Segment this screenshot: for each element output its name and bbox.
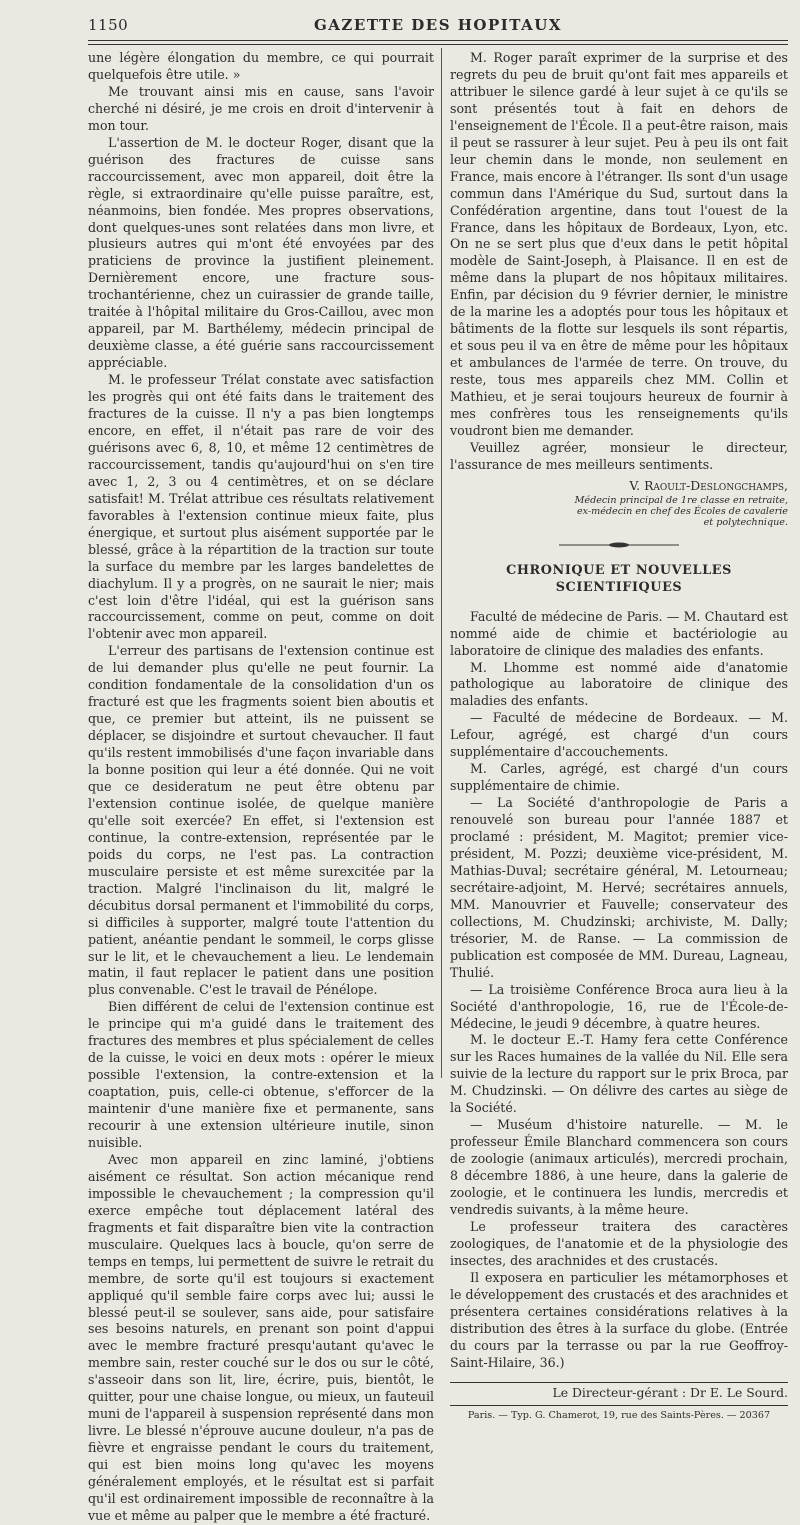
news-item: — Faculté de médecine de Bordeaux. — M. Lefour, agrégé, est chargé d'un cours supplémentaire d'accouchements. bbox=[450, 710, 788, 760]
paragraph: M. Roger paraît exprimer de la surprise et des regrets du peu de bruit qu'ont fait mes appareils et attribuer le silence gardé à leur sujet à ce qu'ils se sont présentés tout à fait en dehors de l'enseignement de l'École. Il a peut-être raison, mais il peut se rassurer à leur sujet. Peu à peu ils ont fait leur chemin dans le monde, non seulement en France, mais encore à l'étranger. Ils sont d'un usage commun dans l'Amérique du Sud, surtout dans la Confédération argentine, dans tout l'ouest de la France, dans les hôpitaux de Bordeaux, Lyon, etc. On ne se sert plus que d'eux dans le petit hôpital modèle de Saint-Joseph, à Plaisance. Il en est de même dans la plupart de nos hôpitaux militaires. Enfin, par décision du 9 février dernier, le ministre de la marine les a adoptés pour tous les hôpitaux et bâtiments de la flotte sur lesquels ils sont répartis, et sous peu il va en être de même pour les hôpitaux et ambulances de l'armée de terre. On trouve, du reste, tous mes appareils chez MM. Collin et Mathieu, et je serai toujours heureux de fournir à mes confrères tous les renseignements qu'ils voudront bien me demander. bbox=[450, 50, 788, 438]
printer-line: Paris. — Typ. G. Chamerot, 19, rue des Saints-Pères. — 20367 bbox=[450, 1405, 788, 1425]
news-item: M. Carles, agrégé, est chargé d'un cours supplémentaire de chimie. bbox=[450, 761, 788, 794]
section-title: CHRONIQUE ET NOUVELLES SCIENTIFIQUES bbox=[506, 562, 732, 595]
header-rule-double bbox=[88, 44, 788, 45]
news-item: Il exposera en particulier les métamorphoses et le développement des crustacés et des arachnides et présentera certaines considérations relatives à la distribution des êtres à la surface du globe. (Entrée du cours par la terrasse ou par la rue Geoffroy-Saint-Hilaire, 36.) bbox=[450, 1269, 788, 1370]
paragraph: Veuillez agréer, monsieur le directeur, l'assurance de mes meilleurs sentiments. bbox=[450, 439, 788, 472]
letter-signature: V. Raoult-Deslongchamps, bbox=[629, 477, 788, 493]
news-item: — Muséum d'histoire naturelle. — M. le professeur Émile Blanchard commencera son cours de zoologie (animaux articulés), mercredi prochain, 8 décembre 1886, à une heure, dans la galerie de zoologie, et le continuera les lundis, mercredis et vendredis suivants, à la même heure. bbox=[450, 1117, 788, 1217]
director-line: Le Directeur-gérant : Dr E. Le Sourd. bbox=[552, 1384, 788, 1400]
paragraph: M. le professeur Trélat constate avec satisfaction les progrès qui ont été faits dans le traitement des fractures de la cuisse. Il n'y a pas bien longtemps encore, en effet, il n'était pas rare de voir des guérisons avec 6, 8, 10, et même 12 centimètres de raccourcissement, tandis qu'aujourd'hui on s'en tire avec 1, 2, 3 ou 4 centimètres, et on se déclare satisfait! M. Trélat attribue ces résultats relativement favorables à l'extension continue mieux faite, plus énergique, et surtout plus aisément supportée par le blessé, grâce à la répartition de la traction sur toute la surface du membre par les larges bandelettes de diachylum. Il y a progrès, on ne saurait le nier; mais c'est loin d'être l'idéal, qui est la guérison sans raccourcissement, comme on peut, comme on doit l'obtenir avec mon appareil. bbox=[88, 372, 434, 642]
left-column bbox=[88, 50, 434, 1525]
ornament-divider-icon bbox=[559, 542, 679, 548]
signature-title: ex-médecin en chef des Écoles de cavalerie bbox=[576, 505, 788, 517]
paragraph: L'erreur des partisans de l'extension continue est de lui demander plus qu'elle ne peut fournir. La condition fondamentale de la consolidation d'un os fracturé est que les fragments soient bien aboutis et que, ce premier but atteint, ils ne puissent se déplacer, se disjoindre et surtout chevaucher. Il faut qu'ils restent immobilisés d'une façon invariable dans la bonne position qui leur a été donnée. Qui ne voit que ce desideratum ne peut être obtenu par l'extension continue isolée, de quelque manière qu'elle soit exercée? En effet, si l'extension est continue, la contre-extension, représentée par le poids du corps, ne l'est pas. La contraction musculaire persiste et est même surexcitée par la traction. Malgré l'inclinaison du lit, malgré le décubitus dorsal permanent et l'immobilité du corps, si difficiles à supporter, malgré toute l'attention du patient, anéantie pendant le sommeil, le corps glisse sur le lit, et le chevauchement a lieu. Le lendemain matin, il faut replacer le patient dans une position plus convenable. C'est le travail de Pénélope. bbox=[88, 643, 434, 998]
news-item: M. Lhomme est nommé aide d'anatomie pathologique au laboratoire de clinique des maladies des enfants. bbox=[450, 659, 788, 709]
page-header bbox=[88, 14, 788, 36]
news-item: Le professeur traitera des caractères zoologiques, de l'anatomie et de la physiologie des insectes, des arachnides et des crustacés. bbox=[450, 1218, 788, 1268]
news-item: Faculté de médecine de Paris. — M. Chautard est nommé aide de chimie et bactériologie au laboratoire de clinique des maladies des enfants. bbox=[450, 608, 788, 658]
running-title: GAZETTE DES HOPITAUX bbox=[313, 16, 562, 34]
paragraph: Bien différent de celui de l'extension continue est le principe qui m'a guidé dans le traitement des fractures des membres et plus spécialement de celles de la cuisse, le voici en deux mots : opérer le mieux possible l'extension, la contre-extension et la coaptation, puis, celle-ci obtenue, s'efforcer de la maintenir d'une manière fixe et permanente, sans recourir à une extension ultérieure inutile, sinon nuisible. bbox=[88, 999, 434, 1150]
news-item: — La troisième Conférence Broca aura lieu à la Société d'anthropologie, 16, rue de l'École-de-Médecine, le jeudi 9 décembre, à quatre heures. bbox=[450, 981, 788, 1031]
signature-title: et polytechnique. bbox=[703, 516, 788, 528]
header-rule bbox=[88, 40, 788, 41]
paragraph: Me trouvant ainsi mis en cause, sans l'avoir cherché ni désiré, je me crois en droit d'intervenir à mon tour. bbox=[88, 83, 434, 133]
paragraph: L'assertion de M. le docteur Roger, disant que la guérison des fractures de cuisse sans raccourcissement, avec mon appareil, doit être la règle, si extraordinaire qu'elle puisse paraître, est, néanmoins, bien fondée. Mes propres observations, dont quelques-unes sont relatées dans mon livre, et plusieurs autres qui m'ont été envoyées par des praticiens de province la justifient pleinement. Dernièrement encore, une fracture sous-trochantérienne, chez un cuirassier de grande taille, traitée à l'hôpital militaire du Gros-Caillou, avec mon appareil, par M. Barthélemy, médecin principal de deuxième classe, a été guérie sans raccourcissement appréciable. bbox=[88, 134, 434, 371]
signature-title: Médecin principal de 1re classe en retraite, bbox=[574, 494, 788, 506]
paragraph: une légère élongation du membre, ce qui pourrait quelquefois être utile. » bbox=[88, 50, 434, 82]
right-column bbox=[450, 50, 788, 1425]
page-number: 1150 bbox=[88, 16, 129, 34]
section-ornament bbox=[450, 538, 788, 555]
column-separator bbox=[441, 48, 442, 1078]
news-item: M. le docteur E.-T. Hamy fera cette Conférence sur les Races humaines de la vallée du Nil. Elle sera suivie de la lecture du rapport sur le prix Broca, par M. Chudzinski. — On délivre des cartes au siège de la Société. bbox=[450, 1032, 788, 1116]
paragraph: Avec mon appareil en zinc laminé, j'obtiens aisément ce résultat. Son action mécanique rend impossible le chevauchement ; la compression qu'il exerce empêche tout déplacement latéral des fragments et fait disparaître bien vite la contraction musculaire. Quelques lacs à boucle, qu'on serre de temps en temps, lui permettent de suivre le retrait du membre, de sorte qu'il est toujours si exactement appliqué qu'il semble faire corps avec lui; aussi le blessé peut-il se soulever, sans aide, pour satisfaire ses besoins naturels, en prenant son point d'appui avec le membre fracturé presqu'autant qu'avec le membre sain, rester couché sur le dos ou sur le côté, s'asseoir dans son lit, lire, écrire, puis, bientôt, le quitter, pour une chaise longue, ou mieux, un fauteuil muni de l'appareil à suspension représenté dans mon livre. Le blessé n'éprouve aucune douleur, n'a pas de fièvre et engraisse pendant le cours du traitement, qui est bien moins long qu'avec les moyens généralement employés, et le résultat est si parfait qu'il est ordinairement impossible de reconnaître à la vue et même au palper que le membre a été fracturé. bbox=[88, 1151, 434, 1523]
news-item: — La Société d'anthropologie de Paris a renouvelé son bureau pour l'année 1887 et proclamé : président, M. Magitot; premier vice-président, M. Pozzi; deuxième vice-président, M. Mathias-Duval; secrétaire général, M. Letourneau; secrétaire-adjoint, M. Hervé; secrétaires annuels, MM. Manouvrier et Fauvelle; conservateur des collections, M. Chudzinski; archiviste, M. Dally; trésorier, M. de Ranse. — La commission de publication est composée de MM. Dureau, Lagneau, Thulié. bbox=[450, 795, 788, 980]
footer-rule bbox=[450, 1382, 788, 1383]
